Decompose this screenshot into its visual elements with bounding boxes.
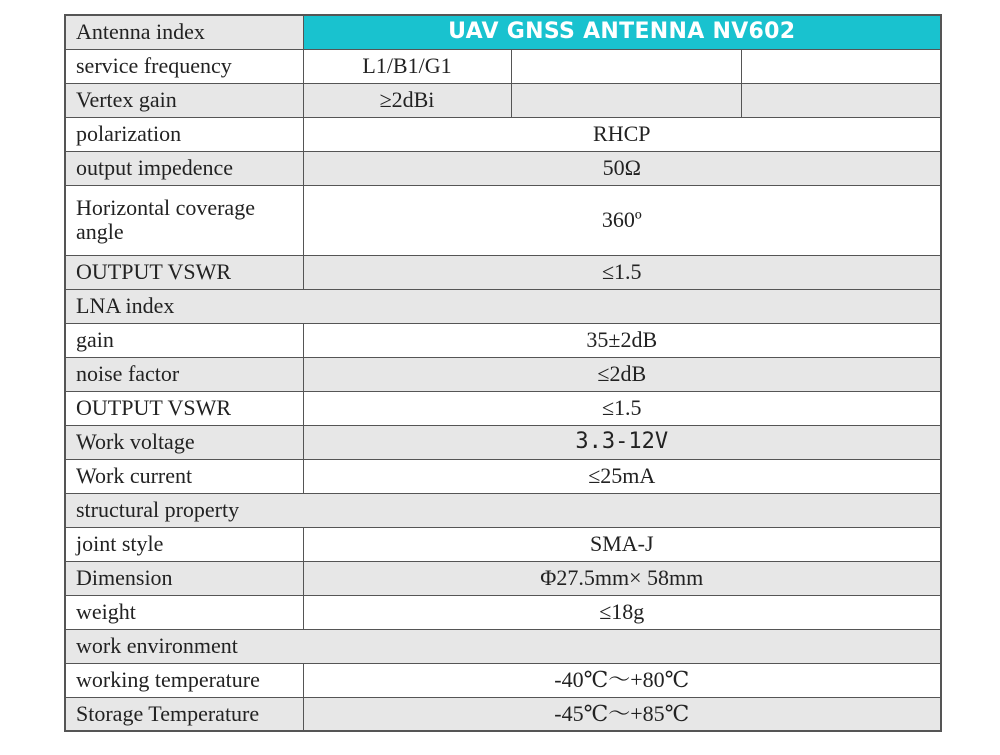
output-impedence-value: 50Ω <box>303 151 941 185</box>
work-current-value: ≤25mA <box>303 459 941 493</box>
service-frequency-value: L1/B1/G1 <box>303 49 511 83</box>
antenna-vswr-value: ≤1.5 <box>303 255 941 289</box>
dimension-value: Φ27.5mm× 58mm <box>303 561 941 595</box>
table-row-section <box>65 493 941 527</box>
vertex-gain-value: ≥2dBi <box>303 83 511 117</box>
antenna-spec-sheet <box>64 14 940 732</box>
weight-value: ≤18g <box>303 595 941 629</box>
empty-cell <box>511 83 741 117</box>
working-temperature-label: working temperature <box>65 663 303 697</box>
table-row <box>65 595 941 629</box>
service-frequency-label: service frequency <box>65 49 303 83</box>
lna-vswr-value: ≤1.5 <box>303 391 941 425</box>
table-row <box>65 527 941 561</box>
empty-cell <box>741 49 941 83</box>
table-row <box>65 117 941 151</box>
lna-vswr-label: OUTPUT VSWR <box>65 391 303 425</box>
table-row <box>65 255 941 289</box>
empty-cell <box>741 83 941 117</box>
product-title-banner: UAV GNSS ANTENNA NV602 <box>303 15 941 49</box>
vertex-gain-label: Vertex gain <box>65 83 303 117</box>
work-current-label: Work current <box>65 459 303 493</box>
noise-factor-value: ≤2dB <box>303 357 941 391</box>
table-row <box>65 323 941 357</box>
spec-table <box>64 14 942 732</box>
table-row-header <box>65 15 941 49</box>
table-row-section <box>65 289 941 323</box>
polarization-value: RHCP <box>303 117 941 151</box>
storage-temperature-label: Storage Temperature <box>65 697 303 731</box>
table-row <box>65 185 941 255</box>
horizontal-coverage-label: Horizontal coverage angle <box>65 185 303 255</box>
table-row <box>65 49 941 83</box>
table-row <box>65 425 941 459</box>
polarization-label: polarization <box>65 117 303 151</box>
joint-style-value: SMA-J <box>303 527 941 561</box>
table-row <box>65 663 941 697</box>
table-row <box>65 561 941 595</box>
lna-section-heading: LNA index <box>65 289 941 323</box>
table-row <box>65 459 941 493</box>
antenna-index-label: Antenna index <box>65 15 303 49</box>
lna-gain-value: 35±2dB <box>303 323 941 357</box>
storage-temperature-value: -45℃～+85℃ <box>303 697 941 731</box>
table-row <box>65 357 941 391</box>
weight-label: weight <box>65 595 303 629</box>
joint-style-label: joint style <box>65 527 303 561</box>
work-voltage-value: 3.3-12V <box>303 425 941 459</box>
table-row <box>65 83 941 117</box>
working-temperature-value: -40℃～+80℃ <box>303 663 941 697</box>
output-impedence-label: output impedence <box>65 151 303 185</box>
empty-cell <box>511 49 741 83</box>
table-row-section <box>65 629 941 663</box>
antenna-vswr-label: OUTPUT VSWR <box>65 255 303 289</box>
dimension-label: Dimension <box>65 561 303 595</box>
table-row <box>65 151 941 185</box>
noise-factor-label: noise factor <box>65 357 303 391</box>
structural-section-heading: structural property <box>65 493 941 527</box>
horizontal-coverage-value: 360º <box>303 185 941 255</box>
environment-section-heading: work environment <box>65 629 941 663</box>
work-voltage-label: Work voltage <box>65 425 303 459</box>
lna-gain-label: gain <box>65 323 303 357</box>
table-row <box>65 697 941 731</box>
table-row <box>65 391 941 425</box>
